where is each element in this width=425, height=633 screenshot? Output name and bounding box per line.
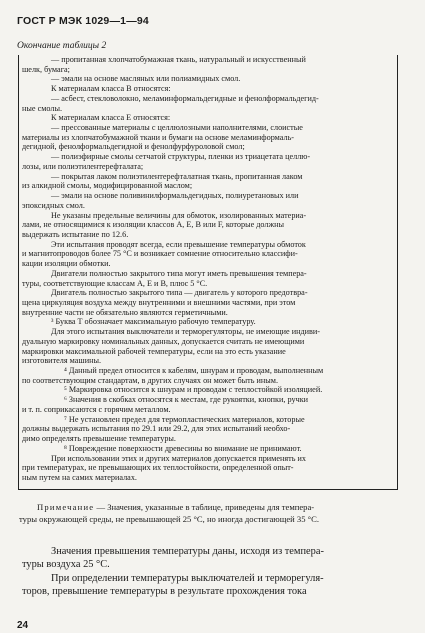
standard-header: ГОСТ Р МЭК 1029—1—94	[17, 15, 149, 27]
table-text-line: Эти испытания проводят всегда, если превышение температуры обмоток	[51, 239, 306, 249]
table-text-line: шелк, бумага;	[22, 64, 70, 74]
table-text-line: изготовителя машины.	[22, 356, 102, 366]
table-text-line: ным путем на самих материалах.	[22, 472, 137, 482]
table-text-line: — пропитанная хлопчатобумажная ткань, натуральный и искусственный	[51, 55, 306, 64]
table-text-line: ⁴ Данный предел относится к кабелям, шнурам и проводам, выполненным	[64, 366, 324, 376]
table-text-line: ⁶ Значения в скобках относятся к местам, где рукоятки, кнопки, ручки	[64, 395, 309, 405]
page-number: 24	[17, 620, 29, 631]
table-text-line: ные смолы.	[22, 103, 62, 113]
table-text-line: лами, не относящимися к изоляции классов А, Е, В или F, которые должны	[22, 220, 285, 230]
note-label: Примечание	[37, 502, 95, 512]
body-text-line: торов, превышение температуры в результате прохождения тока	[22, 586, 307, 598]
table-text-line: ³ Буква Т обозначает максимальную рабочую температуру.	[51, 317, 256, 327]
table-text-line: и магнитопроводов более 75 °С и возникает сомнение относительно классифи-	[22, 249, 298, 259]
table-continuation-label: Окончание таблицы 2	[17, 41, 107, 51]
table-text-line: щена циркуляция воздуха между внутренними и внешними частями, при этом	[22, 298, 296, 307]
table-text-line: димо определять превышение температуры.	[22, 434, 176, 444]
table-text-line: — полиэфирные смолы сетчатой структуры, пленки из триацетата целлю-	[51, 152, 311, 162]
table-text-line: маркировки максимальной рабочей температуры, если на это есть указание	[22, 346, 286, 356]
table-text-line: ⁸ Повреждение поверхности древесины во внимание не принимают.	[64, 443, 302, 453]
table-text-line: из алкидной смолы, модифицированной маслом;	[22, 181, 193, 191]
table-text-line: эпоксидных смол.	[22, 200, 85, 210]
table-text-line: — покрытая лаком полиэтилентерефталатная ткань, пропитанная лаком	[51, 171, 303, 181]
table-text-line: ⁵ Маркировка относится к шнурам и проводам с теплостойкой изоляцией.	[64, 385, 323, 395]
note-text-line-2: туры окружающей среды, не превышающей 25 °С, но иногда достигающей 35 °С.	[19, 513, 319, 524]
table-text-line: и т. п. соприкасаются с горячим металлом.	[22, 404, 171, 414]
table-text-line: дуальную маркировку номинальных данных, допускается считать не имеющими	[22, 336, 305, 346]
table-text-line: при температурах, не превышающих их теплостойкости, определенной опыт-	[22, 463, 294, 473]
table-text-line: — эмали на основе масляных или полиамидных смол.	[51, 74, 241, 84]
table-text-line: К материалам класса В относятся:	[51, 84, 171, 94]
table-text-line: Для этого испытания выключатели и терморегуляторы, не имеющие индиви-	[51, 327, 320, 337]
table-note	[19, 502, 399, 525]
table-text-line: дегидной, фенолформальдегидной и фенолфурфуроловой смол;	[22, 142, 245, 152]
table-text-line: выдержать испытание по 12.6.	[22, 229, 129, 239]
table-text-line: Двигатель полностью закрытого типа — двигатель у которого предотвра-	[51, 288, 308, 298]
table-text-line: К материалам класса Е относятся:	[51, 113, 171, 123]
table-text-line: При использовании этих и других материалов допускается применять их	[51, 453, 306, 463]
table-text-line: — асбест, стекловолокно, меламинформальдегидные и фенолформальдегид-	[51, 93, 319, 103]
table-text-line: Двигатели полностью закрытого типа могут иметь превышения темпера-	[51, 268, 307, 278]
table-text-line: туры, соответствующие классам А, Е и В, плюс 5 °С.	[22, 278, 208, 288]
table-text-line: должны выдержать испытания по 29.1 или 29.2, для этих испытаний необхо-	[22, 424, 291, 434]
table-text-line: ⁷ Не установлен предел для термопластических материалов, которые	[64, 414, 305, 424]
note-text-line-1: — Значения, указанные в таблице, приведены для темпера-	[94, 502, 315, 512]
table-text-line: лозы, или полиэтилентерефталата;	[22, 161, 144, 171]
table-text-line: материалы из хлопчатобумажной ткани и бумаги на основе меламинформаль-	[22, 132, 295, 142]
table-text-line: — эмали на основе поливинилформальдегидных, полиуретановых или	[51, 191, 299, 201]
table-frame	[18, 55, 398, 490]
table-text-line: — прессованные материалы с целлюлозными наполнителями, слоистые	[51, 123, 303, 133]
table-text-line: кации изоляции обмотки.	[22, 259, 111, 269]
table-text-line: по соответствующим стандартам, в других случаях он может быть иным.	[22, 375, 278, 385]
body-text-line: Значения превышения температуры даны, исходя из темпера-	[51, 546, 324, 557]
body-text-line: При определении температуры выключателей и терморегуля-	[51, 572, 324, 584]
table-text-line: Не указаны предельные величины для обмоток, изолированных материа-	[51, 210, 307, 220]
table-text-line: внутренние части не обязательно являются герметичными.	[22, 307, 228, 317]
body-text-line: туры воздуха 25 °С.	[22, 559, 110, 571]
